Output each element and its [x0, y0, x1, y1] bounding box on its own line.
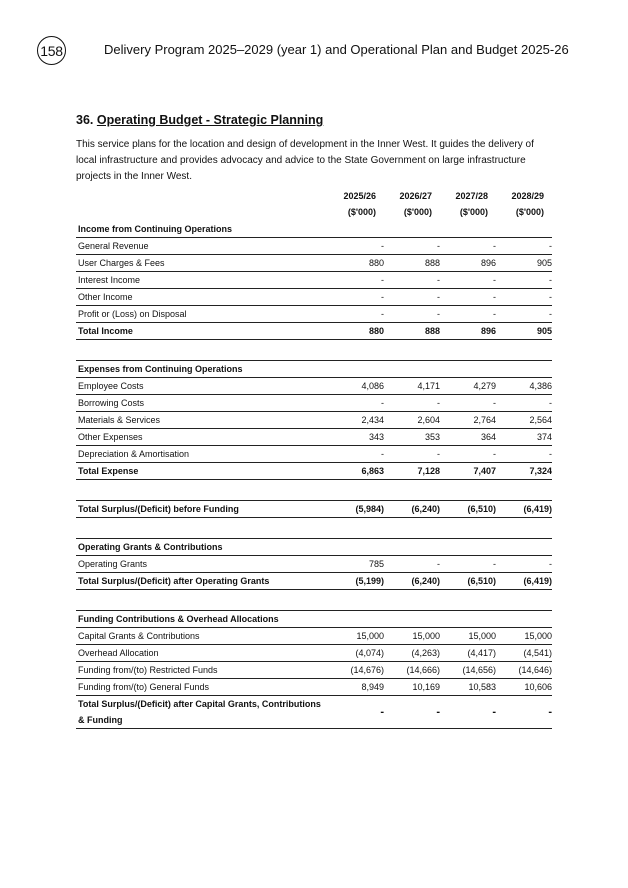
- section-heading-row: [76, 361, 552, 378]
- cell-value: 4,171: [417, 381, 440, 391]
- cell-value: -: [549, 449, 552, 459]
- cell-value: -: [549, 275, 552, 285]
- cell-value: -: [437, 309, 440, 319]
- cell-value: -: [493, 241, 496, 251]
- cell-value: 10,606: [524, 682, 552, 692]
- cell-value: 7,324: [529, 466, 552, 476]
- table-row: [76, 662, 552, 679]
- row-label: Materials & Services: [78, 415, 161, 425]
- row-label: Expenses from Continuing Operations: [78, 364, 243, 374]
- cell-value: -: [437, 241, 440, 251]
- cell-value: 2,434: [361, 415, 384, 425]
- cell-value: 888: [424, 258, 440, 268]
- row-label: General Revenue: [78, 241, 149, 251]
- table-row: [76, 289, 552, 306]
- column-header: 2028/29 ($'000): [511, 191, 544, 217]
- cell-value: -: [549, 559, 552, 569]
- row-label: Total Expense: [78, 466, 139, 476]
- table-row: [76, 306, 552, 323]
- cell-value: 2,764: [473, 415, 496, 425]
- row-label: Borrowing Costs: [78, 398, 145, 408]
- cell-value: (6,240): [411, 576, 440, 586]
- cell-value: 10,583: [468, 682, 496, 692]
- cell-value: (14,656): [462, 665, 496, 675]
- row-label: Overhead Allocation: [78, 648, 159, 658]
- row-label: Interest Income: [78, 275, 141, 285]
- table-row: [76, 628, 552, 645]
- header-title: Delivery Program 2025–2029 (year 1) and Operational Plan and Budget 2025-26: [104, 42, 569, 57]
- row-label: Total Income: [78, 326, 133, 336]
- cell-value: -: [549, 398, 552, 408]
- cell-value: 880: [368, 326, 384, 336]
- table-row: [76, 238, 552, 255]
- cell-value: -: [493, 559, 496, 569]
- section-heading-row: [76, 611, 552, 628]
- total-row: [76, 573, 552, 590]
- cell-value: -: [493, 398, 496, 408]
- column-header: 2025/26 ($'000): [343, 191, 376, 217]
- cell-value: 6,863: [361, 466, 384, 476]
- table-row: [76, 645, 552, 662]
- cell-value: -: [437, 292, 440, 302]
- cell-value: (6,510): [467, 504, 496, 514]
- section-title-text: Operating Budget - Strategic Planning: [96, 113, 324, 127]
- cell-value: 15,000: [468, 631, 496, 641]
- cell-value: -: [549, 309, 552, 319]
- total-row: [76, 323, 552, 340]
- row-label: Capital Grants & Contributions: [78, 631, 200, 641]
- cell-value: 4,086: [361, 381, 384, 391]
- row-label: Employee Costs: [78, 381, 144, 391]
- cell-value: -: [437, 559, 440, 569]
- cell-value: -: [549, 292, 552, 302]
- cell-value: 785: [368, 559, 384, 569]
- row-label: Income from Continuing Operations: [78, 224, 233, 234]
- cell-value: -: [493, 449, 496, 459]
- cell-value: -: [381, 292, 384, 302]
- cell-value: 8,949: [361, 682, 384, 692]
- cell-value: -: [493, 292, 496, 302]
- row-spacer: [76, 518, 552, 539]
- cell-value: 343: [368, 432, 384, 442]
- cell-value: (14,676): [350, 665, 384, 675]
- cell-value: -: [549, 241, 552, 251]
- total-row: [76, 501, 552, 518]
- table-row: [76, 378, 552, 395]
- cell-value: 15,000: [524, 631, 552, 641]
- cell-value: 888: [424, 326, 440, 336]
- cell-value: 364: [480, 432, 496, 442]
- cell-value: -: [381, 449, 384, 459]
- cell-value: 374: [536, 432, 552, 442]
- cell-value: -: [436, 706, 440, 718]
- column-header: 2026/27 ($'000): [399, 191, 432, 217]
- cell-value: 7,407: [473, 466, 496, 476]
- cell-value: 15,000: [412, 631, 440, 641]
- cell-value: -: [548, 706, 552, 718]
- row-label: User Charges & Fees: [78, 258, 165, 268]
- cell-value: (5,199): [355, 576, 384, 586]
- section-intro: This service plans for the location and design of development in the Inner West. It guides the delivery of local infrastructure and provides advocacy and advice to the State Government on large infrastructure projects in the Inner West.: [76, 139, 534, 182]
- table-row: [76, 412, 552, 429]
- cell-value: 7,128: [417, 466, 440, 476]
- cell-value: -: [381, 398, 384, 408]
- table-body: [76, 221, 552, 729]
- cell-value: 905: [536, 326, 552, 336]
- cell-value: 10,169: [412, 682, 440, 692]
- cell-value: -: [437, 398, 440, 408]
- row-label: Total Surplus/(Deficit) before Funding: [78, 504, 239, 514]
- table-row: [76, 272, 552, 289]
- cell-value: -: [437, 449, 440, 459]
- cell-value: (4,263): [411, 648, 440, 658]
- cell-value: (6,510): [467, 576, 496, 586]
- table-row: [76, 446, 552, 463]
- table-row: [76, 255, 552, 272]
- budget-table: [76, 188, 552, 729]
- cell-value: -: [381, 241, 384, 251]
- cell-value: (14,646): [518, 665, 552, 675]
- table-header: [76, 188, 552, 221]
- cell-value: (4,417): [467, 648, 496, 658]
- total-row: [76, 463, 552, 480]
- cell-value: -: [493, 275, 496, 285]
- row-label: Total Surplus/(Deficit) after Capital Grants, Contributions & Funding: [78, 699, 321, 725]
- cell-value: 896: [480, 258, 496, 268]
- table-row: [76, 395, 552, 412]
- table-row: [76, 679, 552, 696]
- cell-value: (6,419): [523, 576, 552, 586]
- section-title: [76, 113, 323, 127]
- table-row: [76, 556, 552, 573]
- row-label: Funding Contributions & Overhead Allocations: [78, 614, 279, 624]
- row-spacer: [76, 590, 552, 611]
- row-label: Depreciation & Amortisation: [78, 449, 190, 459]
- section-heading-row: [76, 221, 552, 238]
- cell-value: -: [492, 706, 496, 718]
- row-label: Total Surplus/(Deficit) after Operating Grants: [78, 576, 270, 586]
- section-heading-row: [76, 539, 552, 556]
- cell-value: 896: [480, 326, 496, 336]
- page-number: 158: [37, 36, 66, 65]
- cell-value: 905: [536, 258, 552, 268]
- row-label: Other Expenses: [78, 432, 143, 442]
- cell-value: (6,419): [523, 504, 552, 514]
- cell-value: -: [381, 309, 384, 319]
- total-row: [76, 696, 552, 729]
- cell-value: 2,604: [417, 415, 440, 425]
- cell-value: (4,074): [355, 648, 384, 658]
- cell-value: 15,000: [356, 631, 384, 641]
- row-spacer: [76, 340, 552, 361]
- section-number: 36.: [76, 113, 94, 127]
- cell-value: 880: [368, 258, 384, 268]
- row-label: Operating Grants: [78, 559, 148, 569]
- row-label: Operating Grants & Contributions: [78, 542, 223, 552]
- cell-value: 353: [424, 432, 440, 442]
- table-row: [76, 429, 552, 446]
- cell-value: -: [493, 309, 496, 319]
- cell-value: (5,984): [355, 504, 384, 514]
- column-header: 2027/28 ($'000): [455, 191, 488, 217]
- row-label: Other Income: [78, 292, 133, 302]
- row-label: Funding from/(to) Restricted Funds: [78, 665, 218, 675]
- cell-value: -: [437, 275, 440, 285]
- cell-value: 2,564: [529, 415, 552, 425]
- row-label: Profit or (Loss) on Disposal: [78, 309, 187, 319]
- cell-value: (6,240): [411, 504, 440, 514]
- cell-value: 4,279: [473, 381, 496, 391]
- cell-value: -: [380, 706, 384, 718]
- cell-value: (14,666): [406, 665, 440, 675]
- row-label: Funding from/(to) General Funds: [78, 682, 210, 692]
- cell-value: (4,541): [523, 648, 552, 658]
- row-spacer: [76, 480, 552, 501]
- cell-value: 4,386: [529, 381, 552, 391]
- cell-value: -: [381, 275, 384, 285]
